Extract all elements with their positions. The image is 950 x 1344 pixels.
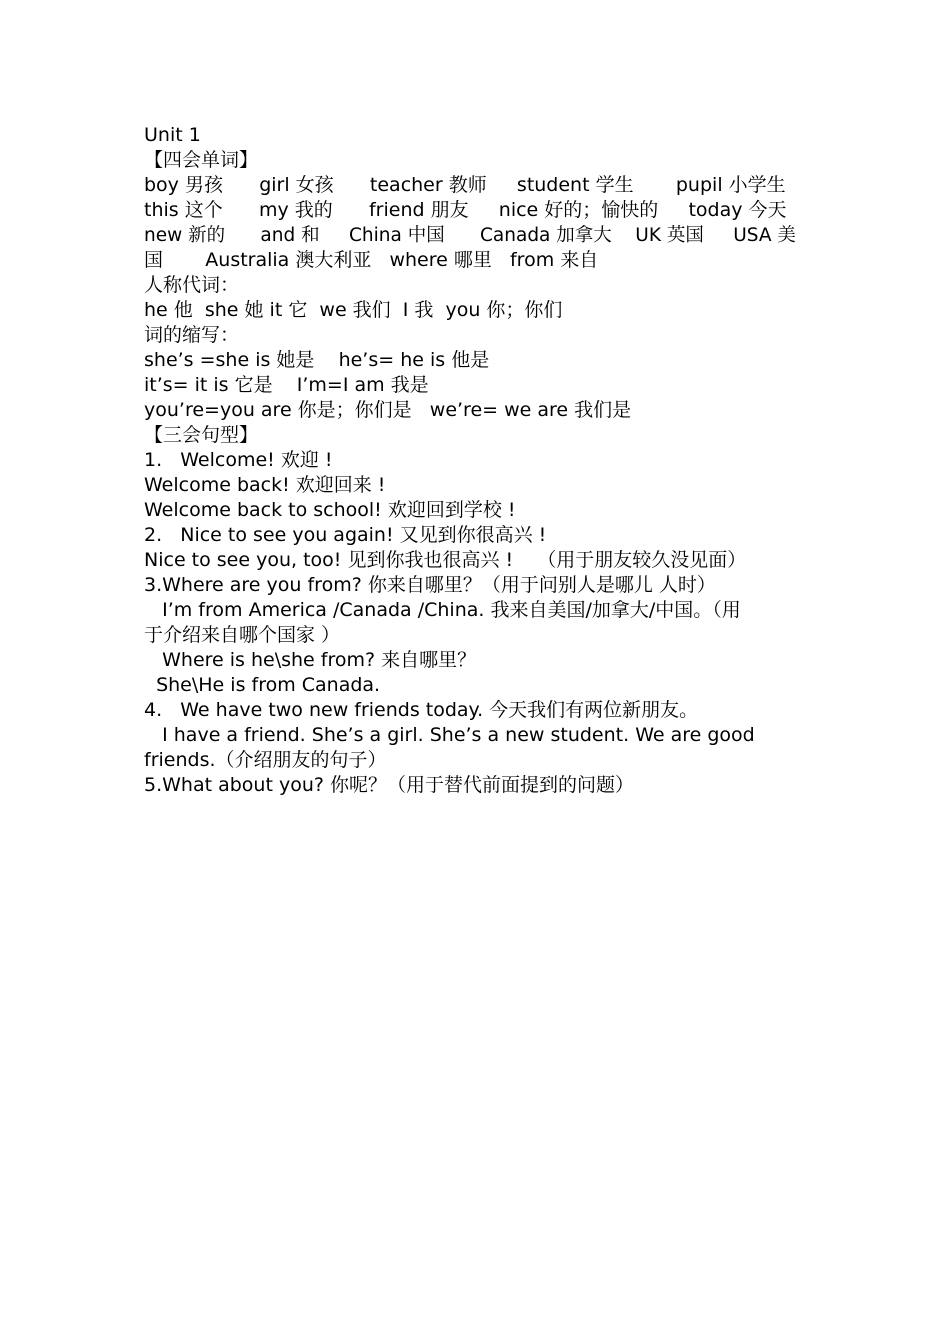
vocab-line: boy 男孩 girl 女孩 teacher 教师 student 学生 pupil 小学生	[144, 174, 786, 196]
contraction-line: you’re=you are 你是；你们是 we’re= we are 我们是	[144, 399, 632, 421]
sentence-line: Welcome back! 欢迎回来 !	[144, 474, 386, 496]
sentence-line: 3.Where are you from? 你来自哪里？（用于问别人是哪儿 人时）	[144, 574, 716, 596]
sentence-line: Welcome back to school! 欢迎回到学校 !	[144, 499, 516, 521]
sentence-line: I have a friend. She’s a girl. She’s a new student. We are good	[144, 724, 755, 746]
vocab-line: new 新的 and 和 China 中国 Canada 加拿大 UK 英国 USA 美	[144, 225, 796, 246]
document-page	[144, 123, 806, 798]
sentence-line: friends.（介绍朋友的句子）	[144, 749, 387, 771]
contraction-line: it’s= it is 它是 I’m=I am 我是	[144, 374, 429, 396]
sentence-line: 4. We have two new friends today. 今天我们有两位新朋友。	[144, 699, 699, 721]
sentence-line: Nice to see you, too! 见到你我也很高兴 ! （用于朋友较久没见面）	[144, 549, 747, 571]
pronoun-line: he 他 she 她 it 它 we 我们 I 我 you 你；你们	[144, 299, 563, 321]
sentence-line: 1. Welcome! 欢迎 !	[144, 449, 333, 471]
unit-title: Unit 1	[144, 124, 201, 146]
sentence-line: 2. Nice to see you again! 又见到你很高兴 !	[144, 524, 547, 546]
sentence-line: I’m from America /Canada /China. 我来自美国/加拿大/中国。（用	[144, 599, 741, 621]
sentence-line: Where is he\she from? 来自哪里？	[144, 649, 477, 671]
pronoun-heading: 人称代词：	[144, 274, 240, 296]
sentence-line: She\He is from Canada.	[144, 674, 381, 696]
contraction-heading: 词的缩写：	[144, 324, 240, 346]
sentence-line: 5.What about you? 你呢？（用于替代前面提到的问题）	[144, 774, 634, 796]
vocab-line: 国 Australia 澳大利亚 where 哪里 from 来自	[144, 249, 599, 271]
sentence-heading: 【三会句型】	[144, 424, 259, 446]
vocab-heading: 【四会单词】	[144, 149, 259, 171]
sentence-line: 于介绍来自哪个国家 ）	[144, 624, 341, 646]
contraction-line: she’s =she is 她是 he’s= he is 他是	[144, 349, 490, 371]
vocab-line: this 这个 my 我的 friend 朋友 nice 好的；愉快的 today 今天	[144, 199, 787, 221]
